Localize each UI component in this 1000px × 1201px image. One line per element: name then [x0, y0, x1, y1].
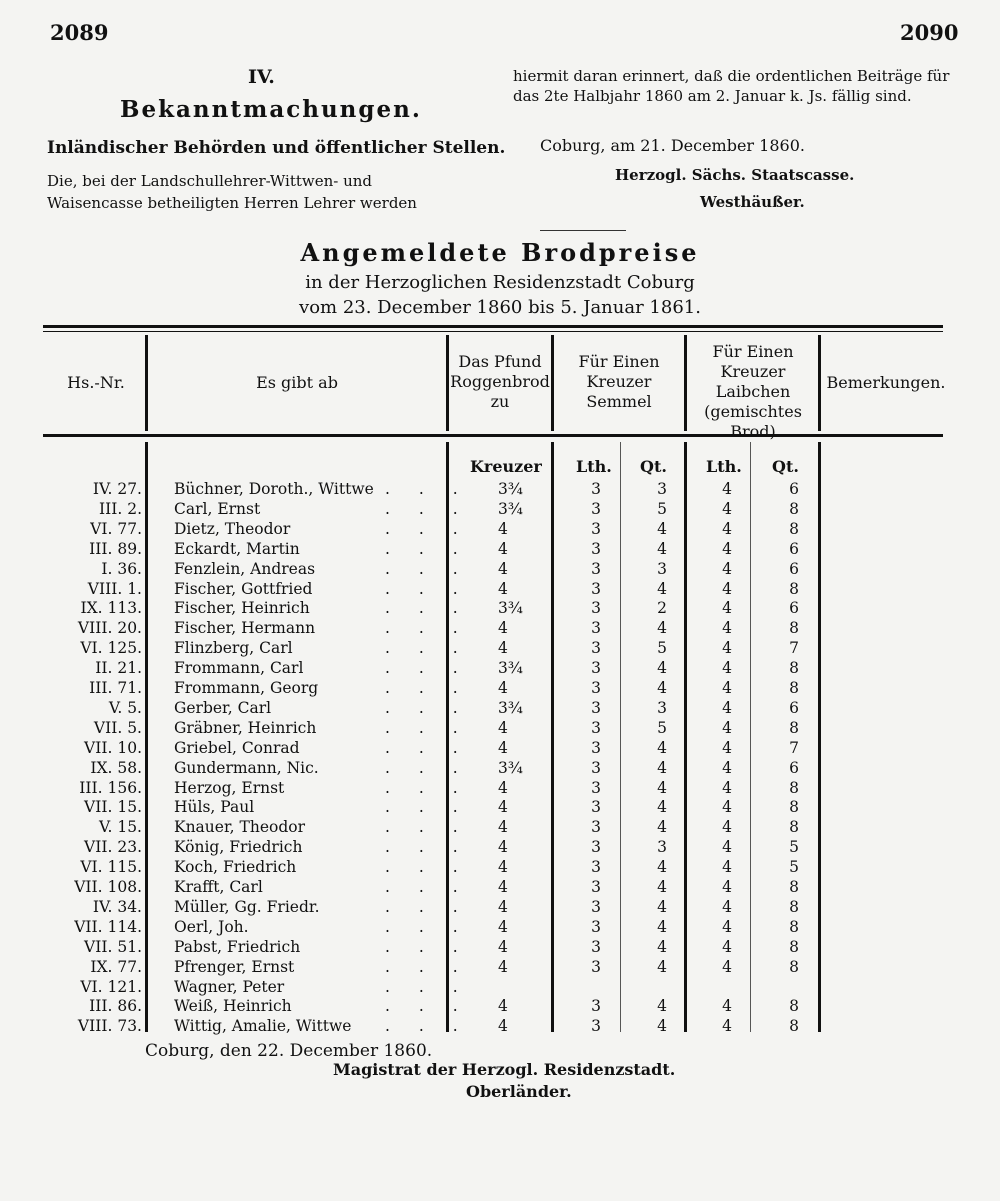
row-laib-quent: 8 [789, 917, 799, 936]
leader-dots: . . . [385, 698, 470, 717]
row-house-number: VI. 125. [80, 639, 142, 658]
row-semmel-loth: 3 [591, 1017, 601, 1036]
row-seller-name: Fischer, Heinrich [174, 599, 310, 618]
table-row [0, 1017, 1000, 1038]
row-rye-price: 4 [498, 718, 508, 737]
row-seller-name: Weiß, Heinrich [174, 997, 292, 1016]
row-semmel-loth: 3 [591, 738, 601, 757]
table-row [0, 659, 1000, 680]
row-semmel-quent: 4 [657, 619, 667, 638]
table-row [0, 779, 1000, 800]
leader-dots: . . . [385, 778, 470, 797]
row-house-number: VII. 23. [84, 838, 142, 857]
row-seller-name: Carl, Ernst [174, 499, 261, 518]
table-row [0, 520, 1000, 541]
footer-date: Coburg, den 22. December 1860. [145, 1041, 433, 1061]
leader-dots: . . . [385, 957, 470, 976]
row-semmel-quent: 4 [657, 798, 667, 817]
left-page-number: 2089 [50, 20, 109, 45]
row-laib-quent: 6 [789, 758, 799, 777]
leader-dots: . . . [385, 997, 470, 1016]
leader-dots: . . . [385, 738, 470, 757]
row-laib-loth: 4 [722, 917, 732, 936]
leader-dots: . . . [385, 897, 470, 916]
row-semmel-loth: 3 [591, 718, 601, 737]
leader-dots: . . . [385, 937, 470, 956]
row-semmel-loth: 3 [591, 778, 601, 797]
col-divider [446, 335, 449, 431]
row-house-number: IV. 27. [92, 480, 142, 498]
leader-dots: . . . [385, 499, 470, 518]
row-seller-name: Büchner, Doroth., Wittwe [174, 480, 374, 498]
row-semmel-loth: 3 [591, 698, 601, 717]
leader-dots: . . . [385, 1017, 470, 1036]
row-rye-price: 4 [498, 897, 508, 916]
row-laib-loth: 4 [722, 897, 732, 916]
row-semmel-quent: 4 [657, 878, 667, 896]
row-seller-name: Fischer, Hermann [174, 619, 316, 638]
row-semmel-quent: 4 [657, 659, 667, 678]
row-seller-name: Krafft, Carl [174, 878, 263, 896]
notice-signature-office: Herzogl. Sächs. Staatscasse. [615, 166, 855, 184]
row-semmel-quent: 4 [657, 679, 667, 697]
row-laib-loth: 4 [722, 878, 732, 896]
row-semmel-quent: 4 [657, 758, 667, 777]
table-row [0, 958, 1000, 979]
col-divider [145, 335, 148, 431]
separator-rule [540, 230, 626, 231]
table-row [0, 699, 1000, 720]
table-row [0, 978, 1000, 999]
row-seller-name: Gundermann, Nic. [174, 758, 319, 777]
row-laib-loth: 4 [722, 758, 732, 777]
row-rye-price: 4 [498, 997, 508, 1016]
table-row [0, 679, 1000, 700]
row-laib-loth: 4 [722, 997, 732, 1016]
row-rye-price: 4 [498, 917, 508, 936]
row-rye-price: 3¾ [498, 499, 523, 518]
row-semmel-quent: 4 [657, 997, 667, 1016]
table-row [0, 560, 1000, 581]
row-laib-quent: 7 [789, 738, 799, 757]
row-laib-loth: 4 [722, 698, 732, 717]
row-laib-loth: 4 [722, 957, 732, 976]
section-subtitle: Inländischer Behörden und öffentlicher Stellen. [47, 138, 506, 158]
row-laib-quent: 8 [789, 619, 799, 638]
row-semmel-loth: 3 [591, 838, 601, 857]
row-laib-quent: 5 [789, 858, 799, 877]
row-laib-quent: 8 [789, 798, 799, 817]
row-rye-price: 4 [498, 1017, 508, 1036]
row-rye-price: 3¾ [498, 758, 523, 777]
table-row [0, 818, 1000, 839]
row-house-number: III. 89. [89, 539, 142, 558]
row-house-number: IX. 58. [90, 758, 142, 777]
table-top-rule-thin [43, 331, 943, 332]
row-semmel-loth: 3 [591, 639, 601, 658]
row-semmel-quent: 4 [657, 778, 667, 797]
leader-dots: . . . [385, 519, 470, 538]
table-row [0, 918, 1000, 939]
row-semmel-quent: 3 [657, 838, 667, 857]
row-rye-price: 4 [498, 519, 508, 538]
row-laib-loth: 4 [722, 599, 732, 618]
table-row [0, 997, 1000, 1018]
table-row [0, 739, 1000, 760]
header-remarks: Bemerkungen. [826, 373, 946, 392]
row-laib-quent: 8 [789, 579, 799, 598]
header-seller: Es gibt ab [256, 373, 338, 392]
leader-dots: . . . [385, 659, 470, 678]
row-semmel-quent: 3 [657, 480, 667, 498]
row-semmel-quent: 5 [657, 639, 667, 658]
leader-dots: . . . [385, 838, 470, 857]
row-house-number: VII. 51. [84, 937, 142, 956]
row-house-number: III. 2. [98, 499, 142, 518]
notice-signature-name: Westhäußer. [700, 193, 805, 211]
row-semmel-quent: 4 [657, 1017, 667, 1036]
row-house-number: IX. 113. [80, 599, 142, 618]
row-seller-name: Dietz, Theodor [174, 519, 291, 538]
row-house-number: V. 15. [99, 818, 142, 837]
row-semmel-loth: 3 [591, 659, 601, 678]
row-laib-loth: 4 [722, 858, 732, 877]
row-house-number: VIII. 73. [77, 1017, 142, 1036]
row-semmel-loth: 3 [591, 559, 601, 578]
row-semmel-loth: 3 [591, 858, 601, 877]
row-seller-name: Herzog, Ernst [174, 778, 285, 797]
row-semmel-loth: 3 [591, 519, 601, 538]
row-house-number: III. 156. [79, 778, 142, 797]
header-semmel: Für Einen Kreuzer Semmel [578, 352, 660, 411]
row-house-number: VII. 15. [84, 798, 142, 817]
row-laib-loth: 4 [722, 937, 732, 956]
row-semmel-loth: 3 [591, 798, 601, 817]
leader-dots: . . . [385, 977, 470, 996]
row-seller-name: Frommann, Georg [174, 679, 319, 697]
row-rye-price: 4 [498, 539, 508, 558]
row-semmel-loth: 3 [591, 878, 601, 896]
table-title: Angemeldete Brodpreise [300, 238, 700, 267]
table-row [0, 878, 1000, 899]
notice-left-text [47, 170, 417, 214]
row-laib-loth: 4 [722, 679, 732, 697]
leader-dots: . . . [385, 579, 470, 598]
leader-dots: . . . [385, 539, 470, 558]
row-laib-quent: 8 [789, 778, 799, 797]
row-semmel-quent: 4 [657, 818, 667, 837]
row-rye-price: 4 [498, 778, 508, 797]
row-semmel-loth: 3 [591, 679, 601, 697]
notice-right-text: hiermit daran erinnert, daß die ordentlichen Beiträge für das 2te Halbjahr 1860 am 2. Januar k. Js. fällig sind. [513, 67, 950, 105]
unit-quent-semmel: Qt. [640, 457, 667, 476]
row-rye-price: 4 [498, 738, 508, 757]
row-semmel-quent: 3 [657, 698, 667, 717]
row-semmel-loth: 3 [591, 818, 601, 837]
row-seller-name: Griebel, Conrad [174, 738, 300, 757]
header-laibchen: Für Einen Kreuzer Laibchen (gemischtes Brod) [704, 342, 802, 441]
row-house-number: I. 36. [101, 559, 142, 578]
row-house-number: VII. 114. [74, 917, 142, 936]
table-row [0, 838, 1000, 859]
row-laib-loth: 4 [722, 798, 732, 817]
row-house-number: III. 71. [89, 679, 142, 697]
table-row [0, 898, 1000, 919]
table-row [0, 759, 1000, 780]
row-semmel-quent: 4 [657, 937, 667, 956]
row-laib-quent: 8 [789, 659, 799, 678]
row-laib-loth: 4 [722, 778, 732, 797]
row-seller-name: König, Friedrich [174, 838, 303, 857]
notice-line: Waisencasse betheiligten Herren Lehrer werden [47, 194, 417, 212]
row-semmel-quent: 4 [657, 539, 667, 558]
row-laib-quent: 8 [789, 997, 799, 1016]
row-semmel-loth: 3 [591, 539, 601, 558]
row-laib-quent: 6 [789, 698, 799, 717]
row-laib-loth: 4 [722, 659, 732, 678]
row-laib-loth: 4 [722, 738, 732, 757]
row-semmel-loth: 3 [591, 599, 601, 618]
row-laib-loth: 4 [722, 480, 732, 498]
row-laib-loth: 4 [722, 838, 732, 857]
leader-dots: . . . [385, 858, 470, 877]
row-semmel-loth: 3 [591, 480, 601, 498]
row-rye-price: 3¾ [498, 480, 523, 498]
leader-dots: . . . [385, 718, 470, 737]
row-laib-loth: 4 [722, 519, 732, 538]
row-seller-name: Fischer, Gottfried [174, 579, 313, 598]
row-house-number: III. 86. [89, 997, 142, 1016]
table-row [0, 719, 1000, 740]
notice-date: Coburg, am 21. December 1860. [540, 136, 805, 155]
row-rye-price: 4 [498, 559, 508, 578]
row-semmel-quent: 4 [657, 957, 667, 976]
row-rye-price: 4 [498, 838, 508, 857]
row-laib-quent: 8 [789, 679, 799, 697]
table-row [0, 938, 1000, 959]
row-semmel-quent: 4 [657, 738, 667, 757]
row-seller-name: Knauer, Theodor [174, 818, 306, 837]
unit-quent-laib: Qt. [772, 457, 799, 476]
row-semmel-quent: 4 [657, 579, 667, 598]
row-rye-price: 4 [498, 818, 508, 837]
row-laib-loth: 4 [722, 639, 732, 658]
leader-dots: . . . [385, 758, 470, 777]
row-laib-quent: 6 [789, 559, 799, 578]
row-semmel-quent: 4 [657, 519, 667, 538]
table-top-rule [43, 325, 943, 328]
row-rye-price: 4 [498, 878, 508, 896]
row-laib-quent: 5 [789, 838, 799, 857]
leader-dots: . . . [385, 619, 470, 638]
table-row [0, 580, 1000, 601]
row-house-number: VIII. 1. [87, 579, 142, 598]
row-rye-price: 4 [498, 957, 508, 976]
row-rye-price: 4 [498, 937, 508, 956]
row-laib-loth: 4 [722, 619, 732, 638]
row-semmel-quent: 4 [657, 897, 667, 916]
table-row [0, 500, 1000, 521]
row-laib-quent: 8 [789, 897, 799, 916]
row-laib-quent: 8 [789, 519, 799, 538]
table-row [0, 639, 1000, 660]
leader-dots: . . . [385, 639, 470, 658]
header-rye-bread: Das Pfund Roggenbrod zu [450, 352, 550, 411]
row-laib-loth: 4 [722, 1017, 732, 1036]
table-row [0, 858, 1000, 879]
table-row [0, 599, 1000, 620]
row-semmel-loth: 3 [591, 758, 601, 777]
row-semmel-quent: 4 [657, 858, 667, 877]
row-laib-quent: 8 [789, 878, 799, 896]
row-rye-price: 4 [498, 858, 508, 877]
row-laib-quent: 6 [789, 539, 799, 558]
leader-dots: . . . [385, 599, 470, 618]
row-semmel-loth: 3 [591, 917, 601, 936]
notice-line: Die, bei der Landschullehrer-Wittwen- und [47, 172, 373, 190]
row-rye-price: 3¾ [498, 698, 523, 717]
header-house-number: Hs.-Nr. [67, 373, 125, 392]
row-laib-loth: 4 [722, 579, 732, 598]
leader-dots: . . . [385, 480, 470, 498]
row-house-number: VI. 77. [90, 519, 142, 538]
footer-authority: Magistrat der Herzogl. Residenzstadt. [333, 1060, 676, 1079]
row-seller-name: Eckardt, Martin [174, 539, 300, 558]
row-semmel-loth: 3 [591, 997, 601, 1016]
row-laib-quent: 8 [789, 499, 799, 518]
table-date-range: vom 23. December 1860 bis 5. Januar 1861. [299, 297, 701, 318]
row-seller-name: Wittig, Amalie, Wittwe [174, 1017, 352, 1036]
row-semmel-quent: 3 [657, 559, 667, 578]
row-laib-quent: 8 [789, 1017, 799, 1036]
row-house-number: VIII. 20. [77, 619, 142, 638]
table-row [0, 798, 1000, 819]
row-semmel-quent: 4 [657, 917, 667, 936]
row-laib-quent: 8 [789, 818, 799, 837]
row-semmel-loth: 3 [591, 499, 601, 518]
table-row [0, 540, 1000, 561]
row-seller-name: Fenzlein, Andreas [174, 559, 316, 578]
row-house-number: VII. 5. [93, 718, 142, 737]
row-house-number: IX. 77. [90, 957, 142, 976]
row-laib-quent: 8 [789, 718, 799, 737]
row-laib-loth: 4 [722, 499, 732, 518]
leader-dots: . . . [385, 679, 470, 697]
row-house-number: V. 5. [108, 698, 142, 717]
table-row [0, 619, 1000, 640]
right-page-number: 2090 [900, 20, 959, 45]
unit-kreuzer: Kreuzer [470, 457, 542, 476]
table-subtitle: in der Herzoglichen Residenzstadt Coburg [305, 272, 695, 293]
row-seller-name: Pfrenger, Ernst [174, 957, 295, 976]
row-seller-name: Wagner, Peter [174, 977, 285, 996]
footer-name: Oberländer. [466, 1082, 572, 1101]
col-divider [818, 335, 821, 431]
row-house-number: VII. 108. [74, 878, 142, 896]
row-rye-price: 3¾ [498, 599, 523, 618]
row-semmel-loth: 3 [591, 897, 601, 916]
row-rye-price: 4 [498, 579, 508, 598]
row-seller-name: Müller, Gg. Friedr. [174, 897, 320, 916]
leader-dots: . . . [385, 878, 470, 896]
row-house-number: II. 21. [95, 659, 142, 678]
row-seller-name: Gräbner, Heinrich [174, 718, 317, 737]
row-seller-name: Gerber, Carl [174, 698, 272, 717]
unit-loth-semmel: Lth. [576, 457, 612, 476]
section-title: Bekanntmachungen. [120, 96, 422, 123]
row-laib-quent: 8 [789, 937, 799, 956]
row-house-number: VI. 115. [80, 858, 142, 877]
col-divider [684, 335, 687, 431]
row-laib-loth: 4 [722, 818, 732, 837]
row-semmel-loth: 3 [591, 937, 601, 956]
section-number: IV. [248, 66, 275, 88]
row-seller-name: Koch, Friedrich [174, 858, 297, 877]
row-seller-name: Flinzberg, Carl [174, 639, 293, 658]
row-semmel-loth: 3 [591, 579, 601, 598]
row-seller-name: Oerl, Joh. [174, 917, 249, 936]
row-semmel-quent: 2 [657, 599, 667, 618]
row-laib-quent: 7 [789, 639, 799, 658]
row-rye-price: 4 [498, 798, 508, 817]
row-semmel-loth: 3 [591, 619, 601, 638]
row-rye-price: 3¾ [498, 659, 523, 678]
row-laib-quent: 6 [789, 480, 799, 498]
row-seller-name: Hüls, Paul [174, 798, 255, 817]
row-semmel-quent: 5 [657, 499, 667, 518]
leader-dots: . . . [385, 798, 470, 817]
row-seller-name: Frommann, Carl [174, 659, 304, 678]
row-laib-quent: 6 [789, 599, 799, 618]
row-house-number: VII. 10. [84, 738, 142, 757]
row-laib-quent: 8 [789, 957, 799, 976]
col-divider [551, 335, 554, 431]
row-rye-price: 4 [498, 679, 508, 697]
unit-loth-laib: Lth. [706, 457, 742, 476]
leader-dots: . . . [385, 917, 470, 936]
row-laib-loth: 4 [722, 559, 732, 578]
row-house-number: IV. 34. [92, 897, 142, 916]
row-laib-loth: 4 [722, 539, 732, 558]
row-rye-price: 4 [498, 639, 508, 658]
row-rye-price: 4 [498, 619, 508, 638]
leader-dots: . . . [385, 818, 470, 837]
row-house-number: VI. 121. [80, 977, 142, 996]
row-laib-loth: 4 [722, 718, 732, 737]
table-row [0, 480, 1000, 501]
row-semmel-quent: 5 [657, 718, 667, 737]
row-seller-name: Pabst, Friedrich [174, 937, 301, 956]
leader-dots: . . . [385, 559, 470, 578]
row-semmel-loth: 3 [591, 957, 601, 976]
